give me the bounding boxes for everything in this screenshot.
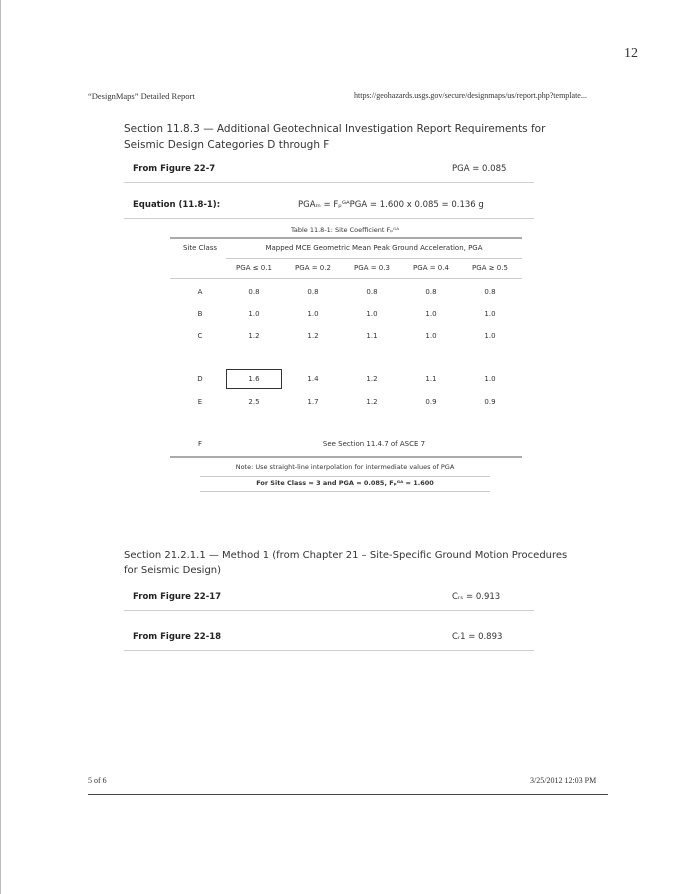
fpga-cell: 0.9: [484, 398, 496, 406]
figure-22-17-label: From Figure 22-17: [133, 592, 222, 602]
header-pga-group: Mapped MCE Geometric Mean Peak Ground Acceleration, PGA: [265, 244, 483, 252]
divider: [124, 182, 534, 183]
fpga-cell: 1.0: [484, 375, 496, 383]
figure-22-7-label: From Figure 22-7: [133, 164, 216, 174]
site-class-d: D: [197, 375, 203, 383]
site-class-c: C: [197, 332, 203, 340]
site-class-b: B: [197, 310, 203, 318]
subheader-pga-1: PGA = 0.2: [295, 264, 331, 272]
fpga-cell: 1.0: [248, 310, 260, 318]
fpga-cell: 1.1: [425, 375, 437, 383]
subheader-pga-3: PGA = 0.4: [413, 264, 449, 272]
fpga-result: For Site Class = 3 and PGA = 0.085, Fₚᴳᴬ = 1.600: [256, 479, 434, 487]
report-header-title: “DesignMaps” Detailed Report: [88, 91, 195, 101]
fpga-cell: 0.9: [425, 398, 437, 406]
divider: [124, 650, 534, 651]
fpga-cell: 1.7: [307, 398, 319, 406]
fpga-cell: 1.0: [484, 332, 496, 340]
footer-rule: [88, 794, 608, 795]
table-bottom-rule: [170, 456, 522, 458]
site-class-e: E: [197, 398, 203, 406]
table-caption: Table 11.8-1: Site Coefficient Fₚᴳᴬ: [290, 226, 400, 234]
fpga-cell: 1.0: [425, 332, 437, 340]
fpga-cell: 1.0: [484, 310, 496, 318]
fpga-cell: 0.8: [307, 288, 319, 296]
figure-22-18-value: Cᵣ1 = 0.893: [452, 632, 503, 642]
figure-22-18-label: From Figure 22-18: [133, 632, 222, 642]
divider: [124, 610, 534, 611]
fpga-cell: 0.8: [484, 288, 496, 296]
subheader-rule: [170, 278, 522, 279]
equation-value: PGAₘ = FₚᴳᴬPGA = 1.600 x 0.085 = 0.136 g: [298, 200, 484, 210]
fpga-cell: 1.2: [366, 398, 378, 406]
fpga-cell: 1.4: [307, 375, 319, 383]
divider: [124, 218, 534, 219]
note-rule: [200, 476, 490, 477]
site-class-a: A: [197, 288, 203, 296]
subheader-pga-4: PGA ≥ 0.5: [472, 264, 508, 272]
result-rule: [200, 491, 490, 492]
header-rule: [226, 258, 522, 259]
section-21-2-1-1-title: Section 21.2.1.1 — Method 1 (from Chapter 21 – Site-Specific Ground Motion Procedures for Seismic Design): [124, 550, 568, 576]
fpga-cell: 1.6: [248, 375, 260, 383]
fpga-cell: 0.8: [425, 288, 437, 296]
subheader-pga-2: PGA = 0.3: [354, 264, 390, 272]
page-count: 5 of 6: [88, 776, 107, 785]
site-class-f-note: See Section 11.4.7 of ASCE 7: [322, 440, 426, 448]
fpga-cell: 1.0: [366, 310, 378, 318]
table-top-rule: [170, 237, 522, 239]
selected-value-box: [226, 369, 282, 389]
fpga-cell: 1.2: [307, 332, 319, 340]
site-class-f: F: [197, 440, 203, 448]
fpga-cell: 2.5: [248, 398, 260, 406]
report-header-url: https://geohazards.usgs.gov/secure/designmaps/us/report.php?template...: [354, 91, 587, 100]
header-site-class: Site Class: [182, 244, 218, 252]
fpga-cell: 1.2: [248, 332, 260, 340]
fpga-cell: 0.8: [366, 288, 378, 296]
fpga-cell: 1.2: [366, 375, 378, 383]
figure-22-7-value: PGA = 0.085: [452, 164, 507, 174]
figure-22-17-value: Cᵣₛ = 0.913: [452, 592, 501, 602]
page-edge: [0, 0, 1, 894]
fpga-cell: 1.0: [425, 310, 437, 318]
print-timestamp: 3/25/2012 12:03 PM: [530, 776, 597, 785]
equation-label: Equation (11.8-1):: [133, 200, 221, 210]
section-11-8-3-title: Section 11.8.3 — Additional Geotechnical Investigation Report Requirements for Seismic Design Categories D through F: [124, 123, 546, 151]
fpga-cell: 1.1: [366, 332, 378, 340]
fpga-cell: 0.8: [248, 288, 260, 296]
interpolation-note: Note: Use straight-line interpolation for intermediate values of PGA: [235, 463, 455, 471]
fpga-cell: 1.0: [307, 310, 319, 318]
subheader-pga-0: PGA ≤ 0.1: [236, 264, 272, 272]
page-number: 12: [624, 46, 638, 61]
